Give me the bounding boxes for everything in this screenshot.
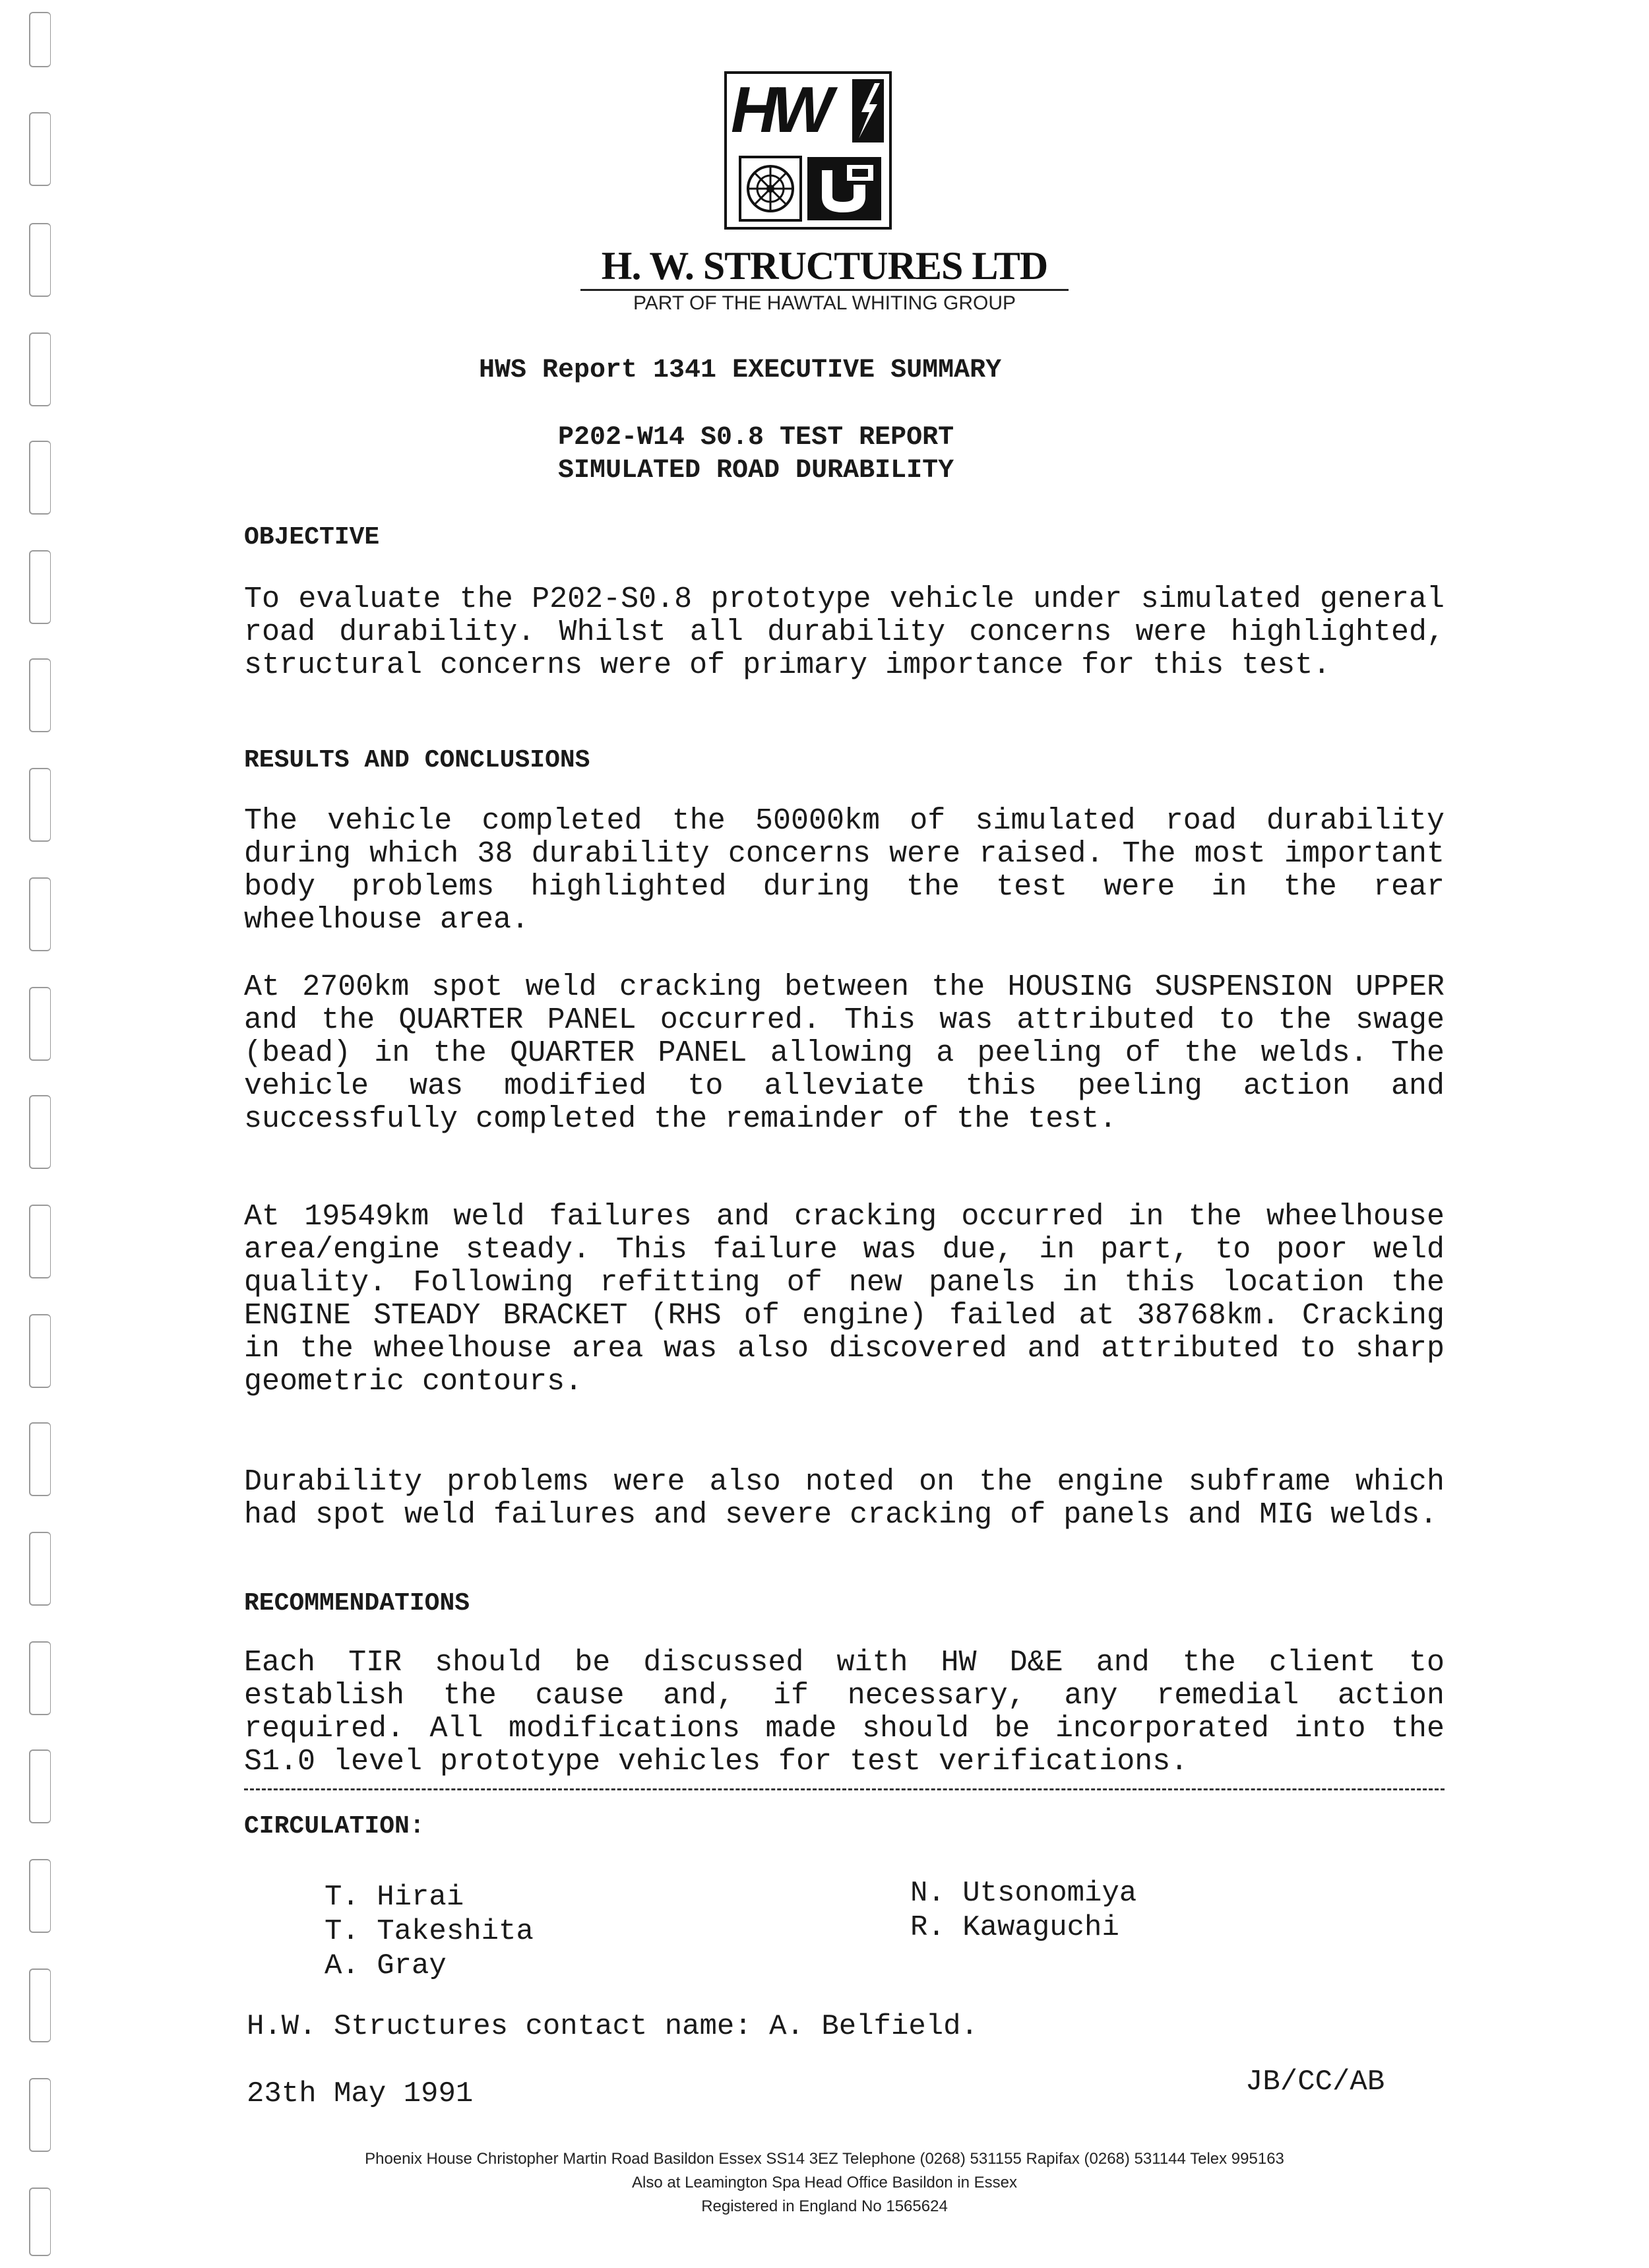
binding-hole (29, 768, 51, 842)
company-divider (580, 289, 1069, 291)
binding-hole (29, 441, 51, 515)
binding-hole (29, 1095, 51, 1169)
binding-hole (29, 2188, 51, 2256)
binding-hole (29, 223, 51, 297)
binding-hole (29, 1641, 51, 1715)
footer-offices: Also at Leamington Spa Head Office Basildon in Essex (632, 2174, 1017, 2191)
report-title: HWS Report 1341 EXECUTIVE SUMMARY (479, 356, 1002, 385)
company-logo (724, 71, 892, 230)
binding-hole (29, 1969, 51, 2042)
company-group: PART OF THE HAWTAL WHITING GROUP (633, 292, 1016, 314)
binding-hole (29, 877, 51, 951)
binding-hole (29, 1205, 51, 1278)
circulation-name: N. Utsonomiya (910, 1877, 1137, 1910)
binding-hole (29, 112, 51, 186)
circulation-name: T. Takeshita (325, 1915, 534, 1948)
company-name: H. W. STRUCTURES LTD (601, 244, 1048, 288)
binding-hole (29, 12, 51, 67)
circulation-name: R. Kawaguchi (910, 1911, 1119, 1944)
report-subtitle-1: P202-W14 S0.8 TEST REPORT (558, 423, 954, 453)
gear-clamp-icon (806, 156, 883, 222)
logo-text: HW (731, 73, 828, 146)
recommendations-heading: RECOMMENDATIONS (244, 1589, 470, 1618)
binding-hole (29, 550, 51, 624)
section-divider (244, 1788, 1445, 1790)
footer-registration: Registered in England No 1565624 (701, 2197, 948, 2215)
footer-address: Phoenix House Christopher Martin Road Basildon Essex SS14 3EZ Telephone (0268) 531155 Rapifax (0268) 531144 Telex 995163 (365, 2150, 1284, 2168)
objective-heading: OBJECTIVE (244, 523, 380, 551)
results-paragraph-1: The vehicle completed the 50000km of simulated road durability during which 38 durability concerns were raised. The most important body problems highlighted during the test were in the rear wheelhouse area. (244, 804, 1445, 937)
report-date: 23th May 1991 (247, 2077, 474, 2110)
binding-hole (29, 2078, 51, 2152)
circulation-name: T. Hirai (325, 1881, 464, 1914)
report-subtitle-2: SIMULATED ROAD DURABILITY (558, 456, 954, 486)
results-paragraph-3: At 19549km weld failures and cracking occurred in the wheelhouse area/engine steady. This failure was due, in part, to poor weld quality. Following refitting of new panels in this location the ENGINE STEADY BRACKET (RHS of engine) failed at 38768km. Cracking in the wheelhouse area was also discovered and attributed to sharp geometric contours. (244, 1200, 1445, 1399)
binding-hole (29, 1314, 51, 1388)
binding-hole (29, 658, 51, 732)
circulation-name: A. Gray (325, 1949, 447, 1982)
recommendations-text: Each TIR should be discussed with HW D&E and the client to establish the cause and, if necessary, any remedial action required. All modifications made should be incorporated into the S1.0 level prototype vehicles for test verifications. (244, 1646, 1445, 1779)
binding-hole (29, 987, 51, 1061)
results-heading: RESULTS AND CONCLUSIONS (244, 746, 590, 774)
results-paragraph-4: Durability problems were also noted on the engine subframe which had spot weld failures and severe cracking of panels and MIG welds. (244, 1465, 1445, 1532)
results-paragraph-2: At 2700km spot weld cracking between the HOUSING SUSPENSION UPPER and the QUARTER PANEL occurred. This was attributed to the swage (bead) in the QUARTER PANEL allowing a peeling of the welds. The vehicle was modified to alleviate this peeling action and successfully completed the remainder of the test. (244, 970, 1445, 1136)
reference-code: JB/CC/AB (1245, 2065, 1385, 2098)
binding-hole (29, 1532, 51, 1606)
circulation-heading: CIRCULATION: (244, 1812, 425, 1841)
binding-hole (29, 1422, 51, 1496)
binding-hole (29, 1749, 51, 1823)
contact-name: H.W. Structures contact name: A. Belfield. (247, 2010, 978, 2043)
binding-hole (29, 1859, 51, 1933)
wheel-icon (739, 156, 802, 222)
lightning-icon (846, 78, 885, 144)
binding-hole (29, 332, 51, 406)
objective-text: To evaluate the P202-S0.8 prototype vehicle under simulated general road durability. Whilst all durability concerns were highlighted, structural concerns were of primary importance for this test. (244, 583, 1445, 682)
